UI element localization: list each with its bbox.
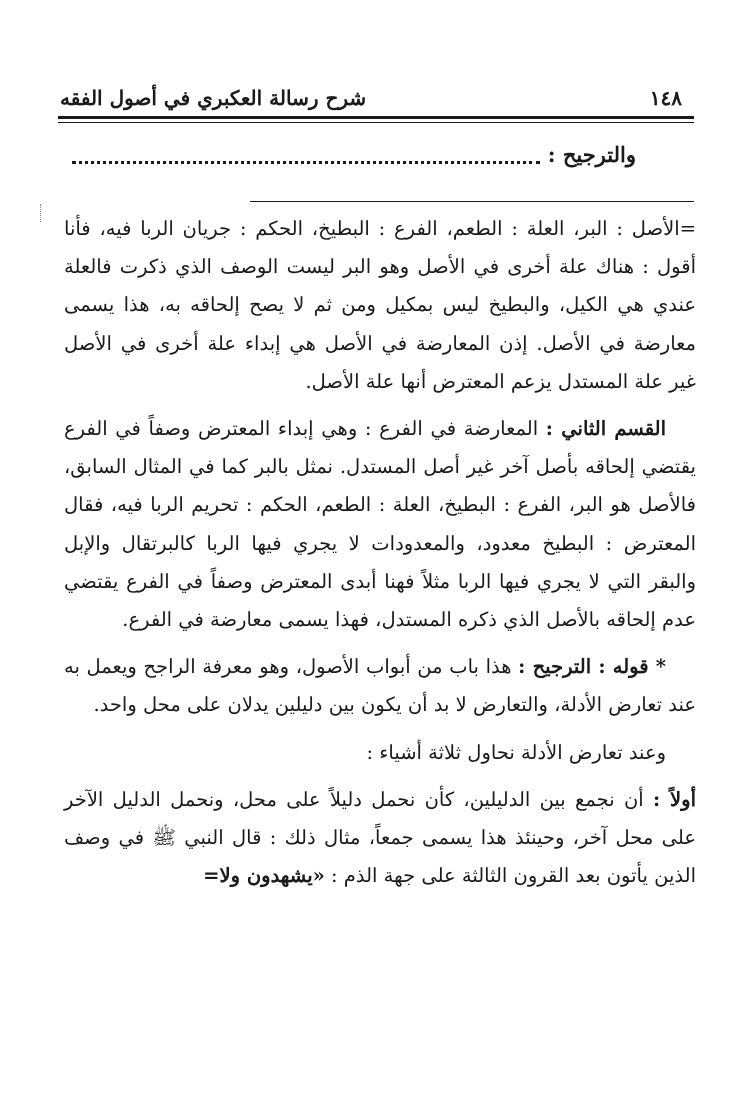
paragraph-1: =الأصل : البر، العلة : الطعم، الفرع : البطيخ، الحكم : جريان الربا فيه، فأنا أقول : هناك علة أخرى في الأصل وهو البر ليست الوصف الذي ذكرت فالعلة عندي هي الكيل، والبطيخ ليس بمكيل ومن ثم لا يصح إلحاقه به، هذا يسمى معارضة في الأصل. إذن المعارضة في الأصل هي إبداء علة أخرى في الأصل غير علة المستدل يزعم المعترض أنها علة الأصل.: [64, 217, 696, 393]
section-heading-label: والترجيح :: [547, 141, 636, 167]
header-rule-thick: [58, 116, 694, 119]
paragraph-5: [64, 781, 696, 896]
body-text: [64, 210, 696, 895]
scan-mark: [40, 204, 51, 222]
footnote-separator: [250, 201, 694, 202]
paragraph-2: [64, 410, 696, 639]
paragraph-5-text: أن نجمع بين الدليلين، كأن نحمل دليلاً على محل، ونحمل الدليل الآخر على محل آخر، وحينئذ هذا يسمى جمعاً، مثال ذلك : قال النبي ﷺ في وصف الذين يأتون بعد القرون الثالثة على جهة الذم :: [64, 787, 696, 888]
page-header: [58, 84, 688, 114]
paragraph-2-text: المعارضة في الفرع : وهي إبداء المعترض وصفاً في الفرع يقتضي إلحاقه بأصل آخر غير أصل المستدل. نمثل بالبر كما في المثال السابق، فالأصل هو البر، الفرع : البطيخ، العلة : الطعم، الحكم : تحريم الربا فيه، فقال المعترض : البطيخ معدود، والمعدودات لا يجري فيها الربا كالبرتقال والإبل والبقر التي لا يجري فيها الربا مثلاً فهنا أبدى المعترض وصفاً في الفرع يقتضي عدم إلحاقه بالأصل الذي ذكره المستدل، فهذا يسمى معارضة في الفرع.: [64, 417, 696, 632]
dotted-leader: [72, 151, 540, 164]
paragraph-3-lead: * قوله : الترجيح :: [518, 655, 666, 679]
section-heading: [72, 136, 636, 172]
paragraph-3-text: هذا باب من أبواب الأصول، وهو معرفة الراجح ويعمل به عند تعارض الأدلة، والتعارض لا بد أن يكون بين دليلين يدلان على محل واحد.: [64, 655, 696, 717]
paragraph-4: وعند تعارض الأدلة نحاول ثلاثة أشياء :: [366, 740, 666, 764]
running-title: شرح رسالة العكبري في أصول الفقه: [60, 86, 367, 110]
paragraph-3: [64, 648, 696, 724]
paragraph-5-lead: أولاً :: [652, 787, 696, 811]
paragraph-2-lead: القسم الثاني :: [545, 417, 666, 441]
page-number: ١٤٨: [649, 86, 682, 110]
paragraph-5-quote: «يشهدون ولا=: [203, 864, 325, 888]
header-rule-thin: [58, 122, 694, 123]
